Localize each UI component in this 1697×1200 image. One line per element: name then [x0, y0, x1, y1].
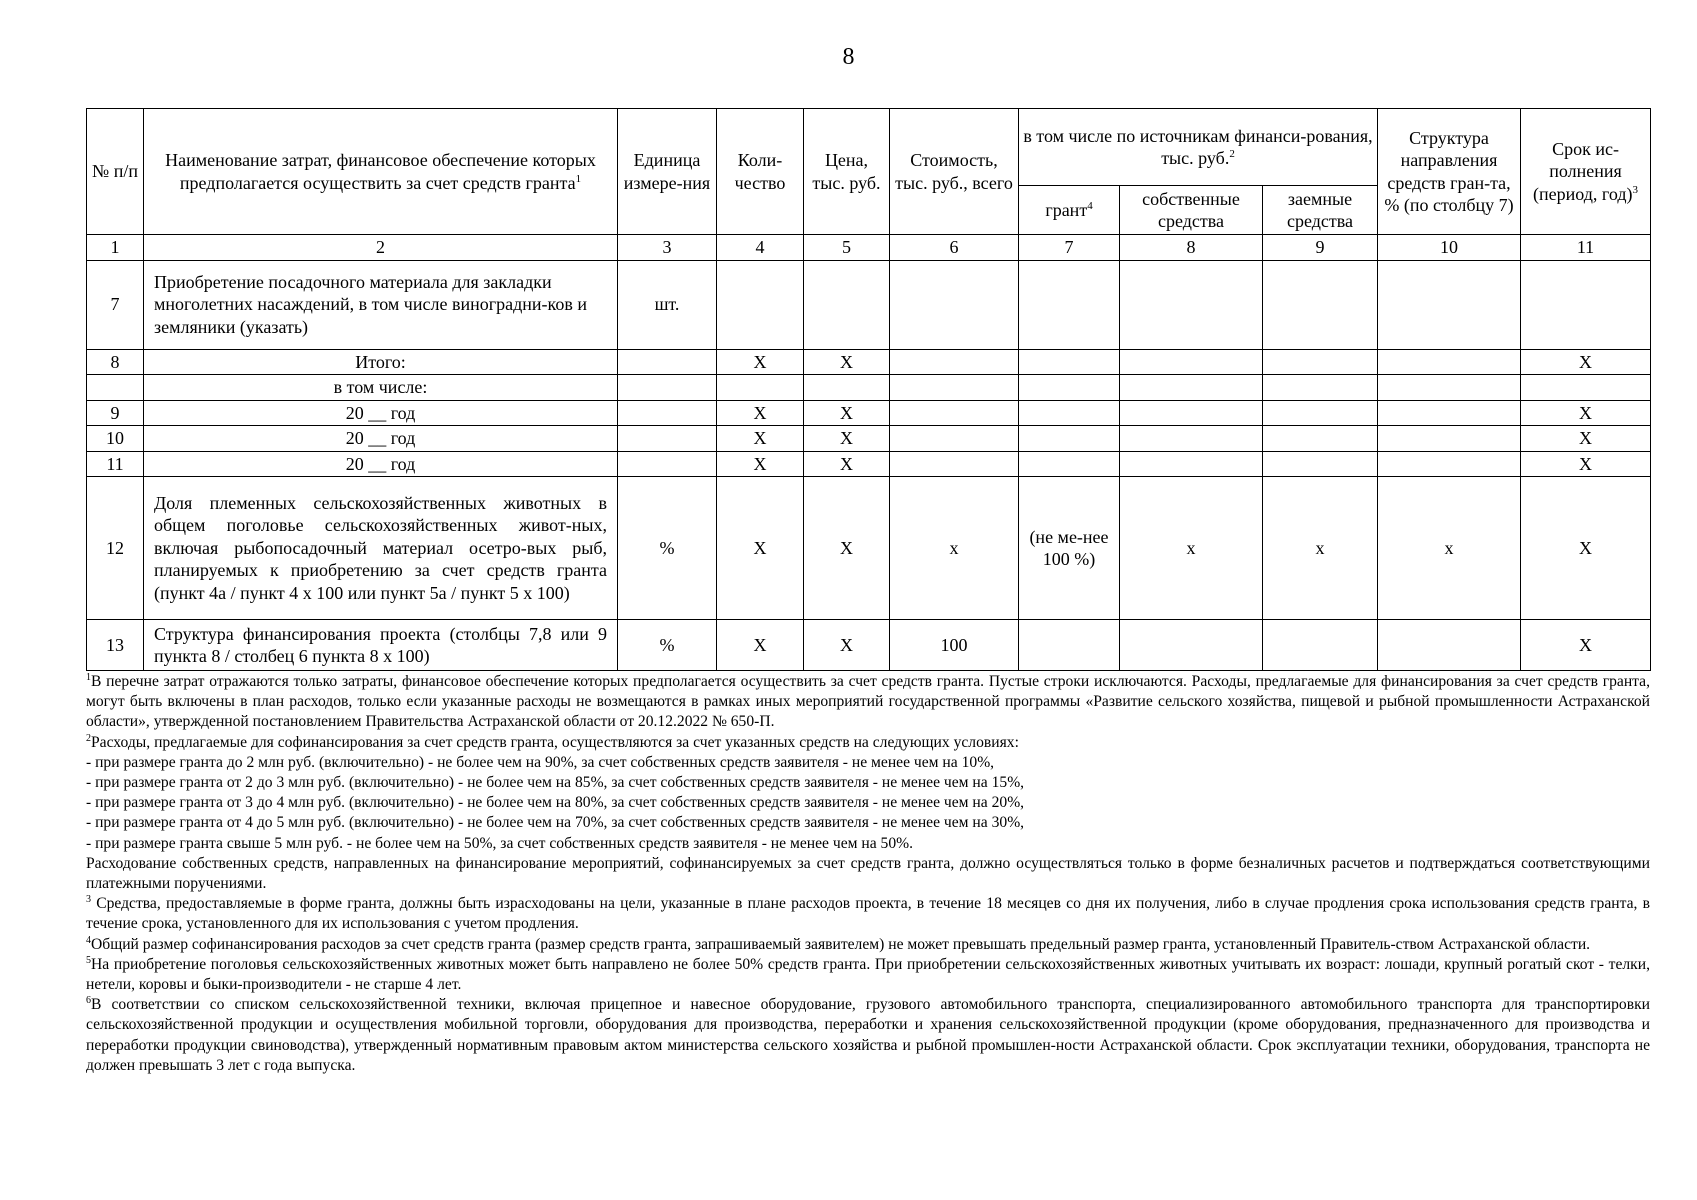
header-quantity: Коли-чество	[717, 109, 804, 235]
table-row	[87, 451, 1651, 477]
table-row	[87, 349, 1651, 375]
row-own	[1120, 620, 1263, 671]
row-loan	[1263, 260, 1378, 349]
row-grant	[1019, 451, 1120, 477]
row-name: Структура финансирования проекта (столбцы 7,8 или 9 пункта 8 / столбец 6 пункта 8 х 100)	[144, 620, 618, 671]
footnote-3: $^3$ Средства, предоставляемые в форме гранта, должны быть израсходованы на цели, указанные в плане расходов проекта, в течение 18 месяцев со дня их получения, либо в случае продления срока использования средств гранта, в течение срока, установленного для их использования с учетом продления.	[86, 894, 1650, 933]
row-loan	[1263, 400, 1378, 426]
row-quantity	[717, 260, 804, 349]
row-structure	[1378, 451, 1521, 477]
column-number: 5	[804, 235, 890, 261]
footnote-ref: 2	[1229, 148, 1235, 160]
row-cost: 100	[890, 620, 1019, 671]
row-price: Х	[804, 400, 890, 426]
row-name: Доля племенных сельскохозяйственных животных в общем поголовье сельскохозяйственных живот-ных, включая рыбопосадочный материал осетро-вых рыб, планируемых к приобретению за счет средств гранта (пункт 4а / пункт 4 х 100 или пункт 5а / пункт 5 х 100)	[144, 477, 618, 620]
row-unit	[618, 375, 717, 401]
row-quantity: Х	[717, 426, 804, 452]
row-unit	[618, 400, 717, 426]
row-unit	[618, 426, 717, 452]
row-quantity: Х	[717, 349, 804, 375]
row-number: 8	[87, 349, 144, 375]
row-own	[1120, 400, 1263, 426]
header-term: Срок ис-полнения (период, год)$^3$	[1521, 109, 1651, 235]
row-loan: х	[1263, 477, 1378, 620]
row-quantity: Х	[717, 477, 804, 620]
footnote-2-item: - при размере гранта от 4 до 5 млн руб. (включительно) - не более чем на 70%, за счет собственных средств заявителя - не менее чем на 30%,	[86, 814, 1025, 832]
row-unit	[618, 451, 717, 477]
table-row	[87, 375, 1651, 401]
table-row	[87, 260, 1651, 349]
footnote-2: $^2$Расходы, предлагаемые для софинансирования за счет средств гранта, осуществляются за счет указанных средств на следующих условиях:	[86, 732, 1019, 751]
header-cost-name: Наименование затрат, финансовое обеспечение которых предполагается осуществить за счет средств гранта$^1$	[144, 109, 618, 235]
row-cost: х	[890, 477, 1019, 620]
column-number: 8	[1120, 235, 1263, 261]
row-grant	[1019, 349, 1120, 375]
header-own-funds: собственные средства	[1120, 186, 1263, 235]
row-loan	[1263, 349, 1378, 375]
row-name: Приобретение посадочного материала для закладки многолетних насаждений, в том числе виноградни-ков и земляники (указать)	[144, 260, 618, 349]
header-financing-sources: в том числе по источникам финанси-рования, тыс. руб.$^2$	[1019, 109, 1378, 186]
row-name: 20 __ год	[144, 426, 618, 452]
row-structure	[1378, 260, 1521, 349]
row-grant	[1019, 260, 1120, 349]
cost-table	[86, 108, 1651, 671]
table-row	[87, 620, 1651, 671]
row-cost	[890, 260, 1019, 349]
row-term: Х	[1521, 400, 1651, 426]
row-grant	[1019, 426, 1120, 452]
footnote-2-item: - при размере гранта до 2 млн руб. (включительно) - не более чем на 90%, за счет собственных средств заявителя - не менее чем на 10%,	[86, 753, 995, 771]
row-unit	[618, 349, 717, 375]
row-own	[1120, 260, 1263, 349]
column-number: 10	[1378, 235, 1521, 261]
row-cost	[890, 400, 1019, 426]
row-number: 12	[87, 477, 144, 620]
row-cost	[890, 451, 1019, 477]
row-cost	[890, 426, 1019, 452]
row-number: 10	[87, 426, 144, 452]
column-numbers-row	[87, 235, 1651, 261]
row-price: Х	[804, 349, 890, 375]
table-row	[87, 477, 1651, 620]
header-loan-funds: заемные средства	[1263, 186, 1378, 235]
footnote-5: $^5$На приобретение поголовья сельскохозяйственных животных может быть направлено не более 50% средств гранта. При приобретении сельскохозяйственных животных учитывать их возраст: лошади, крупный рогатый скот - телки, нетели, коровы и быки-производители - не старше 4 лет.	[86, 954, 1650, 994]
row-structure	[1378, 426, 1521, 452]
column-number: 9	[1263, 235, 1378, 261]
header-price: Цена, тыс. руб.	[804, 109, 890, 235]
table-row	[87, 400, 1651, 426]
row-name: в том числе:	[144, 375, 618, 401]
row-grant	[1019, 375, 1120, 401]
row-name: 20 __ год	[144, 400, 618, 426]
row-grant	[1019, 620, 1120, 671]
footnote-2-tail: Расходование собственных средств, направленных на финансирование мероприятий, софинансируемых за счет средств гранта, должно осуществляться только в форме безналичных расчетов и подтверждаться соответствующими платежными поручениями.	[86, 854, 1650, 893]
footnote-1: $^1$В перечне затрат отражаются только затраты, финансовое обеспечение которых предполагается осуществить за счет средств гранта. Пустые строки исключаются. Расходы, предлагаемые для финансирования за счет средств гранта, могут быть включены в план расходов, только если указанные расходы не возмещаются в рамках иных мероприятий государственной программы «Развитие сельского хозяйства, пищевой и рыбной промышленности Астраханской области», утвержденной постановлением Правительства Астраханской области от 20.12.2022 № 650-П.	[86, 671, 1650, 731]
row-term: Х	[1521, 477, 1651, 620]
row-term	[1521, 260, 1651, 349]
row-structure: х	[1378, 477, 1521, 620]
row-price: Х	[804, 477, 890, 620]
row-own	[1120, 426, 1263, 452]
column-number: 3	[618, 235, 717, 261]
row-term: Х	[1521, 426, 1651, 452]
footnote-6: $^6$В соответствии со списком сельскохозяйственной техники, включая прицепное и навесное оборудование, грузового автомобильного транспорта, специализированного автомобильного транспорта для транспортировки сельскохозяйственной продукции и осуществления мобильной торговли, оборудования для производства, переработки и хранения сельскохозяйственной продукции (кроме оборудования, предназначенного для производства и переработки продукции свиноводства), утвержденный нормативным правовым актом министерства сельского хозяйства и рыбной промышлен-ности Астраханской области. Срок эксплуатации техники, оборудования, транспорта не должен превышать 3 лет с года выпуска.	[86, 995, 1650, 1074]
row-own	[1120, 451, 1263, 477]
row-term: Х	[1521, 451, 1651, 477]
row-unit: %	[618, 620, 717, 671]
column-number: 11	[1521, 235, 1651, 261]
footnote-ref: 4	[1087, 199, 1093, 212]
header-row	[87, 109, 1651, 186]
row-quantity: Х	[717, 620, 804, 671]
row-structure	[1378, 400, 1521, 426]
row-price: Х	[804, 620, 890, 671]
row-loan	[1263, 451, 1378, 477]
footnote-2-item: - при размере гранта от 3 до 4 млн руб. (включительно) - не более чем на 80%, за счет собственных средств заявителя - не менее чем на 20%,	[86, 794, 1025, 812]
row-term: Х	[1521, 349, 1651, 375]
column-number: 6	[890, 235, 1019, 261]
header-unit: Единица измере-ния	[618, 109, 717, 235]
footnote-ref: 3	[1632, 183, 1638, 196]
row-number: 7	[87, 260, 144, 349]
footnote-ref: 1	[575, 172, 582, 185]
row-number: 11	[87, 451, 144, 477]
column-number: 7	[1019, 235, 1120, 261]
row-own: х	[1120, 477, 1263, 620]
row-cost	[890, 349, 1019, 375]
row-quantity: Х	[717, 400, 804, 426]
row-unit: %	[618, 477, 717, 620]
row-name: 20 __ год	[144, 451, 618, 477]
row-price: Х	[804, 426, 890, 452]
row-number	[87, 375, 144, 401]
row-price	[804, 260, 890, 349]
row-structure	[1378, 375, 1521, 401]
column-number: 2	[144, 235, 618, 261]
header-structure: Структура направления средств гран-та, % (по столбцу 7)	[1378, 109, 1521, 235]
row-unit: шт.	[618, 260, 717, 349]
row-term: Х	[1521, 620, 1651, 671]
row-number: 13	[87, 620, 144, 671]
row-cost	[890, 375, 1019, 401]
row-price: Х	[804, 451, 890, 477]
footnotes	[86, 672, 1650, 1076]
row-term	[1521, 375, 1651, 401]
footnote-2-item: - при размере гранта свыше 5 млн руб. - не более чем на 50%, за счет собственных средств заявителя - не менее чем на 50%.	[86, 834, 914, 852]
row-grant: (не ме-нее 100 %)	[1019, 477, 1120, 620]
row-quantity: Х	[717, 451, 804, 477]
row-own	[1120, 349, 1263, 375]
page-number: 8	[842, 44, 855, 70]
row-price	[804, 375, 890, 401]
row-own	[1120, 375, 1263, 401]
row-loan	[1263, 426, 1378, 452]
column-number: 4	[717, 235, 804, 261]
row-structure	[1378, 620, 1521, 671]
header-grant: грант$^4$	[1019, 186, 1120, 235]
row-quantity	[717, 375, 804, 401]
row-loan	[1263, 620, 1378, 671]
row-name: Итого:	[144, 349, 618, 375]
footnote-2-item: - при размере гранта от 2 до 3 млн руб. (включительно) - не более чем на 85%, за счет собственных средств заявителя - не менее чем на 15%,	[86, 774, 1025, 792]
row-structure	[1378, 349, 1521, 375]
header-number: № п/п	[87, 109, 144, 235]
row-number: 9	[87, 400, 144, 426]
column-number: 1	[87, 235, 144, 261]
header-cost-total: Стоимость, тыс. руб., всего	[890, 109, 1019, 235]
row-loan	[1263, 375, 1378, 401]
table-row	[87, 426, 1651, 452]
row-grant	[1019, 400, 1120, 426]
footnote-4: $^4$Общий размер софинансирования расходов за счет средств гранта (размер средств гранта, запрашиваемый заявителем) не может превышать предельный размер гранта, установленный Правитель-ством Астраханской области.	[86, 934, 1591, 953]
